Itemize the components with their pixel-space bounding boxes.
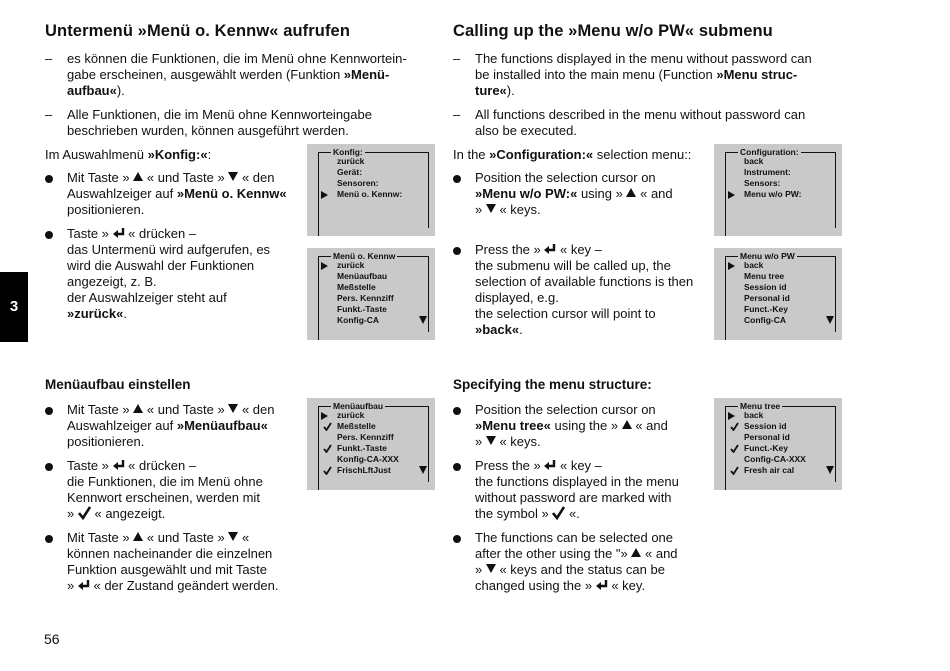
- screen-title: Menu tree: [740, 401, 781, 411]
- arrow-up-icon: [631, 548, 641, 557]
- title-en: Calling up the »Menu w/o PW« submenu: [453, 22, 773, 40]
- bullet-de-4: Taste » « drücken – die Funktionen, die im Menü ohne Kennwort erscheinen, werden mit » « angezeigt.: [45, 458, 305, 522]
- enter-key-icon: [113, 228, 125, 239]
- screen-frame: [725, 251, 836, 332]
- page-number: 56: [44, 631, 60, 647]
- screen-frame: [318, 147, 429, 228]
- screen-left-border: [318, 256, 319, 340]
- screen-frame: [318, 251, 429, 332]
- screen-lines: [744, 410, 806, 476]
- arrow-up-icon: [133, 404, 143, 413]
- screen-line: Funkt.-Taste: [337, 443, 399, 454]
- screen-title: Konfig:: [333, 147, 363, 157]
- screen-left-border: [318, 152, 319, 236]
- enter-key-icon: [596, 580, 608, 591]
- screen-title: Configuration:: [740, 147, 799, 157]
- arrow-up-icon: [626, 188, 636, 197]
- arrow-down-icon: [228, 404, 238, 413]
- checkmark-icon: [78, 506, 91, 520]
- bullet-en-4: Press the » « key – the functions displayed in the menu without password are marked with the symbol » «.: [453, 458, 715, 522]
- section-title-de: Menüaufbau einstellen: [45, 377, 191, 392]
- screen-line: Config-CA-XXX: [744, 454, 806, 464]
- arrow-up-icon: [133, 172, 143, 181]
- arrow-up-icon: [133, 532, 143, 541]
- cursor-pointer-icon: [728, 412, 735, 420]
- dash-item-en-1: – The functions displayed in the menu without password can be installed into the main menu (Function »Menu struc- ture«).: [453, 51, 812, 98]
- bullet-en-1: Position the selection cursor on »Menu w/o PW:« using » « and » « keys.: [453, 170, 715, 218]
- scroll-down-icon: [826, 316, 834, 324]
- bullet-en-5: The functions can be selected one after the other using the "» « and » « keys and the status can be changed using the » « key.: [453, 530, 715, 594]
- screen-line: Config-CA: [744, 315, 787, 325]
- bullet-de-2: Taste » « drücken – das Untermenü wird aufgerufen, es wird die Auswahl der Funktionen angezeigt, z. B. der Auswahlzeiger steht auf »zurück«.: [45, 226, 305, 322]
- screen-line: Personal id: [744, 293, 790, 303]
- screen-line: back: [744, 410, 806, 421]
- screen-line: Menüaufbau: [337, 271, 388, 281]
- cursor-pointer-icon: [728, 191, 735, 199]
- menu-screen-menu-tree: [714, 398, 842, 490]
- cursor-pointer-icon: [321, 191, 328, 199]
- scroll-down-icon: [419, 466, 427, 474]
- checkmark-icon: [323, 466, 332, 475]
- checkmark-icon: [730, 466, 739, 475]
- screen-left-border: [318, 406, 319, 490]
- screen-line: back: [744, 156, 764, 166]
- screen-line: Meßstelle: [337, 421, 399, 432]
- checkmark-icon: [730, 422, 739, 431]
- title-de: Untermenü »Menü o. Kennw« aufrufen: [45, 22, 351, 40]
- chapter-tab: 3: [0, 272, 28, 342]
- cursor-pointer-icon: [321, 412, 328, 420]
- enter-key-icon: [544, 460, 556, 471]
- cursor-pointer-icon: [728, 262, 735, 270]
- bullet-de-1: Mit Taste » « und Taste » « den Auswahlzeiger auf »Menü o. Kennw« positionieren.: [45, 170, 305, 218]
- menu-screen-menu-wo-pw: [714, 248, 842, 340]
- intro-en: In the »Configuration:« selection menu::: [453, 147, 692, 162]
- screen-line: Pers. Kennziff: [337, 432, 394, 442]
- intro-de: Im Auswahlmenü »Konfig:«:: [45, 147, 212, 162]
- checkmark-icon: [323, 444, 332, 453]
- screen-left-border: [725, 152, 726, 236]
- screen-line: zurück: [337, 156, 365, 166]
- checkmark-icon: [730, 444, 739, 453]
- dash-item-de-1: – es können die Funktionen, die im Menü ohne Kennwortein- gabe erscheinen, ausgewählt werden (Funktion »Menü- aufbau«).: [45, 51, 407, 98]
- screen-lines: [337, 410, 399, 476]
- screen-lines: [744, 260, 790, 326]
- enter-key-icon: [544, 244, 556, 255]
- screen-line: Funct.-Key: [744, 304, 788, 314]
- arrow-down-icon: [228, 172, 238, 181]
- scroll-down-icon: [826, 466, 834, 474]
- screen-line: Konfig-CA: [337, 315, 380, 325]
- section-title-en: Specifying the menu structure:: [453, 377, 652, 392]
- cursor-pointer-icon: [321, 262, 328, 270]
- arrow-down-icon: [486, 204, 496, 213]
- screen-lines: [744, 156, 801, 200]
- arrow-down-icon: [228, 532, 238, 541]
- checkmark-icon: [323, 422, 332, 431]
- screen-line: Menü o. Kennw:: [337, 189, 402, 200]
- menu-screen-configuration: [714, 144, 842, 236]
- scroll-down-icon: [419, 316, 427, 324]
- bullet-en-3: Position the selection cursor on »Menu tree« using the » « and » « keys.: [453, 402, 715, 450]
- screen-left-border: [725, 256, 726, 340]
- screen-line: Menu w/o PW:: [744, 189, 801, 200]
- screen-line: FrischLftJust: [337, 465, 399, 476]
- screen-line: Gerät:: [337, 167, 363, 177]
- menu-screen-menu-o-kennw: [307, 248, 435, 340]
- screen-line: Session id: [744, 282, 787, 292]
- screen-frame: [318, 401, 429, 482]
- menu-screen-konfig: [307, 144, 435, 236]
- screen-lines: [337, 156, 402, 200]
- screen-title: Menü o. Kennw: [333, 251, 396, 261]
- screen-title: Menüaufbau: [333, 401, 384, 411]
- enter-key-icon: [78, 580, 90, 591]
- screen-line: Funkt.-Taste: [337, 304, 387, 314]
- screen-line: Konfig-CA-XXX: [337, 454, 399, 464]
- arrow-down-icon: [486, 564, 496, 573]
- screen-line: back: [744, 260, 790, 271]
- screen-frame: [725, 401, 836, 482]
- dash-item-de-2: – Alle Funktionen, die im Menü ohne Kennworteingabe beschrieben wurden, können ausgeführt werden.: [45, 107, 372, 138]
- screen-line: Session id: [744, 421, 806, 432]
- screen-title: Menu w/o PW: [740, 251, 795, 261]
- screen-line: Instrument:: [744, 167, 791, 177]
- screen-line: Sensoren:: [337, 178, 379, 188]
- screen-line: Fresh air cal: [744, 465, 806, 476]
- bullet-de-3: Mit Taste » « und Taste » « den Auswahlzeiger auf »Menüaufbau« positionieren.: [45, 402, 305, 450]
- dash-item-en-2: – All functions described in the menu without password can also be executed.: [453, 107, 806, 138]
- screen-line: Pers. Kennziff: [337, 293, 394, 303]
- screen-line: Meßstelle: [337, 282, 376, 292]
- arrow-up-icon: [622, 420, 632, 429]
- screen-lines: [337, 260, 394, 326]
- screen-line: Funct.-Key: [744, 443, 806, 454]
- screen-line: Personal id: [744, 432, 790, 442]
- enter-key-icon: [113, 460, 125, 471]
- menu-screen-menueaufbau: [307, 398, 435, 490]
- arrow-down-icon: [486, 436, 496, 445]
- screen-line: zurück: [337, 410, 399, 421]
- screen-line: zurück: [337, 260, 394, 271]
- bullet-de-5: Mit Taste » « und Taste » « können nacheinander die einzelnen Funktion ausgewählt und mit Taste » « der Zustand geändert werden.: [45, 530, 305, 594]
- screen-left-border: [725, 406, 726, 490]
- screen-frame: [725, 147, 836, 228]
- checkmark-icon: [552, 506, 565, 520]
- screen-line: Sensors:: [744, 178, 781, 188]
- bullet-en-2: Press the » « key – the submenu will be called up, the selection of available functions is then displayed, e.g. the selection cursor will point to »back«.: [453, 242, 715, 338]
- screen-line: Menu tree: [744, 271, 785, 281]
